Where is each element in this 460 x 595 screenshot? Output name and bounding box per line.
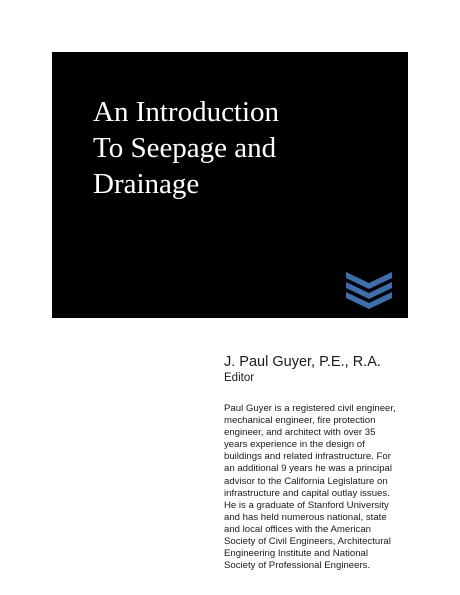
title-line: An Introduction xyxy=(93,96,280,128)
author-bio xyxy=(224,403,434,572)
bio-line: infrastructure and capital outlay issues. xyxy=(224,487,390,499)
bio-line: buildings and related infrastructure. For xyxy=(224,451,391,463)
bio-line: Engineering Institute and National xyxy=(224,548,369,560)
author-name: J. Paul Guyer, P.E., R.A. xyxy=(224,354,381,370)
title-line: To Seepage and xyxy=(93,132,277,164)
bio-line: advisor to the California Legislature on xyxy=(224,475,388,487)
title-line: Drainage xyxy=(93,168,200,200)
bio-line: He is a graduate of Stanford University xyxy=(224,499,389,511)
bio-line: Society of Civil Engineers, Architectural xyxy=(224,536,391,548)
bio-line: mechanical engineer, fire protection xyxy=(224,415,376,427)
cover-panel xyxy=(52,52,408,318)
triple-chevron-icon xyxy=(346,270,392,310)
bio-line: and local offices with the American xyxy=(224,523,372,535)
bio-line: Paul Guyer is a registered civil engineer, xyxy=(224,403,396,414)
author-role: Editor xyxy=(224,372,255,384)
bio-line: engineer, and architect with over 35 xyxy=(224,427,376,439)
bio-line: years experience in the design of xyxy=(224,439,365,451)
bio-line: Society of Professional Engineers. xyxy=(224,560,371,572)
author-block xyxy=(224,353,434,572)
bio-line: an additional 9 years he was a principal xyxy=(224,463,392,475)
bio-line: and has held numerous national, state xyxy=(224,511,387,523)
book-title xyxy=(93,94,393,202)
